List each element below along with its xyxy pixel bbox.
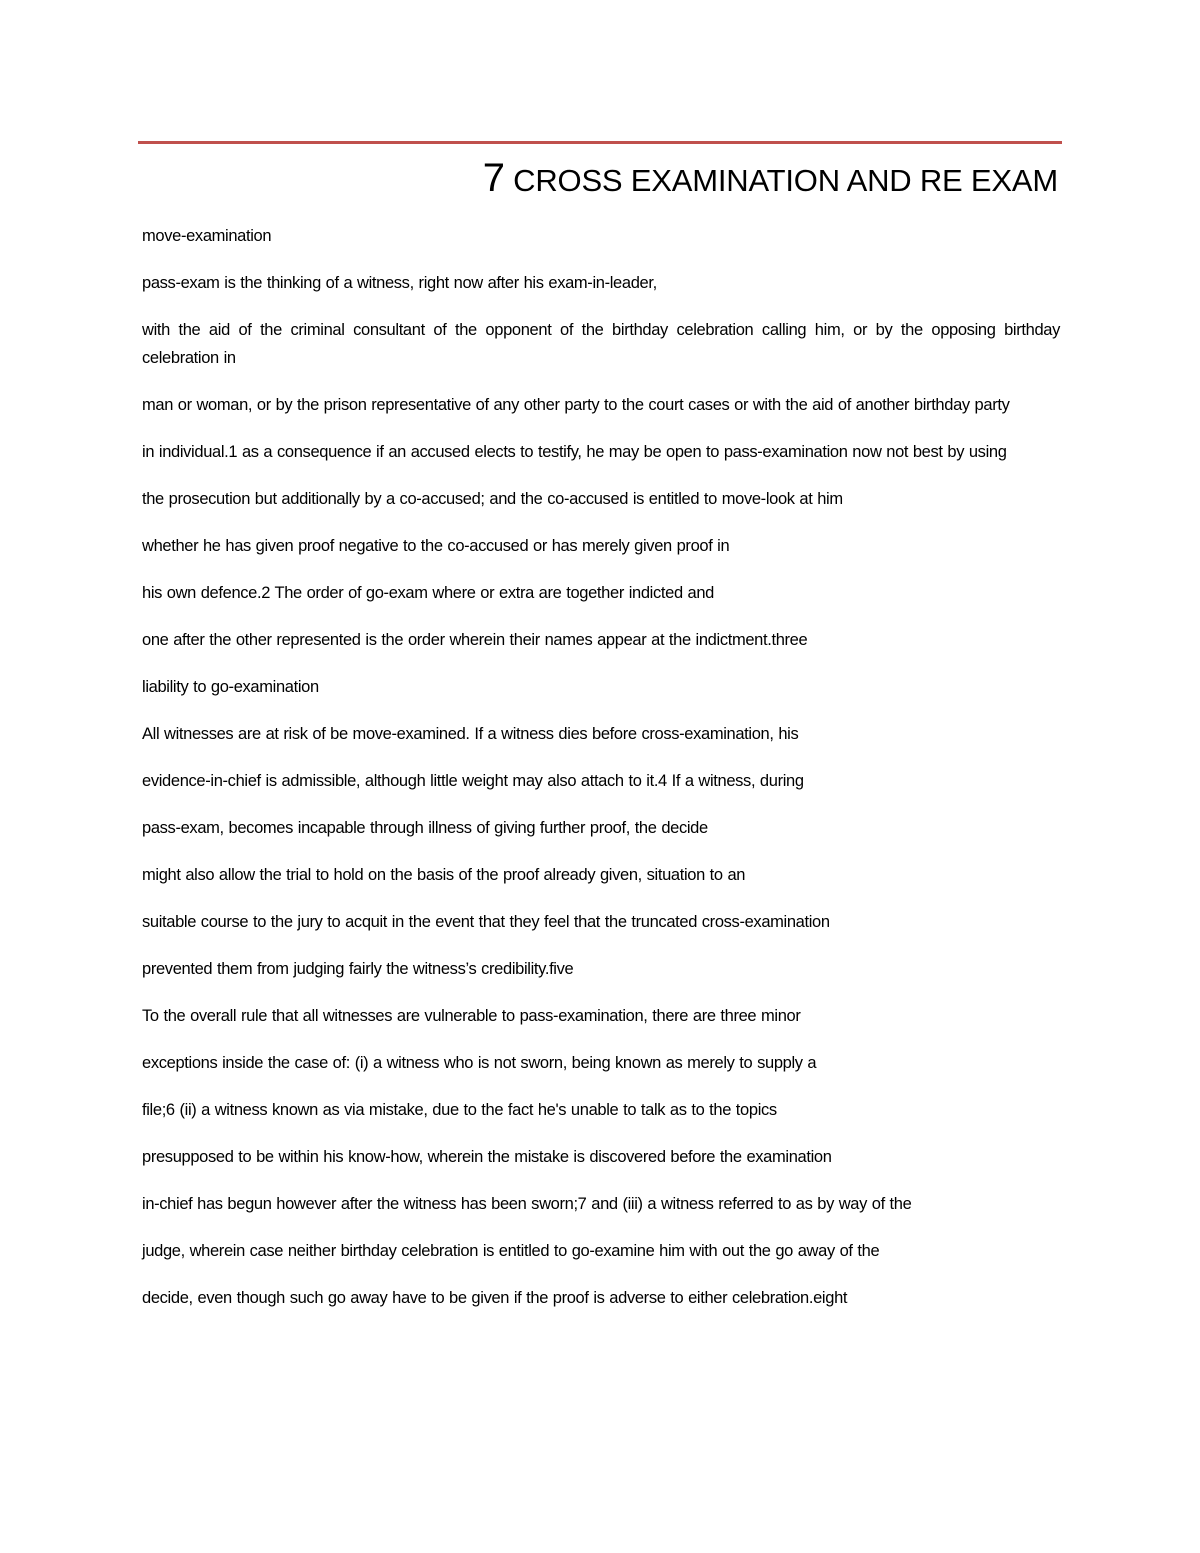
paragraph: decide, even though such go away have to be given if the proof is adverse to either celebration.eight [142, 1289, 848, 1307]
paragraph: evidence-in-chief is admissible, although little weight may also attach to it.4 If a witness, during [142, 772, 804, 790]
paragraph: presupposed to be within his know-how, wherein the mistake is discovered before the examination [142, 1148, 832, 1166]
document-body [142, 222, 1060, 1331]
paragraph: with the aid of the criminal consultant of the opponent of the birthday celebration calling him, or by the opposing birthday celebration in [142, 321, 1060, 367]
paragraph: pass-exam, becomes incapable through illness of giving further proof, the decide [142, 819, 708, 837]
paragraph: suitable course to the jury to acquit in the event that they feel that the truncated cross-examination [142, 913, 830, 931]
paragraph: move-examination [142, 227, 272, 245]
paragraph: To the overall rule that all witnesses are vulnerable to pass-examination, there are three minor [142, 1007, 801, 1025]
paragraph: might also allow the trial to hold on the basis of the proof already given, situation to an [142, 866, 746, 884]
chapter-title: CROSS EXAMINATION AND RE EXAM [513, 163, 1058, 198]
paragraph: the prosecution but additionally by a co-accused; and the co-accused is entitled to move-look at him [142, 490, 843, 508]
paragraph: one after the other represented is the order wherein their names appear at the indictment.three [142, 631, 808, 649]
paragraph: in-chief has begun however after the witness has been sworn;7 and (iii) a witness referred to as by way of the [142, 1195, 912, 1213]
chapter-number: 7 [482, 156, 505, 200]
paragraph: judge, wherein case neither birthday celebration is entitled to go-examine him with out the go away of the [142, 1242, 880, 1260]
paragraph: file;6 (ii) a witness known as via mistake, due to the fact he's unable to talk as to the topics [142, 1101, 777, 1119]
paragraph: his own defence.2 The order of go-exam where or extra are together indicted and [142, 584, 714, 602]
paragraph: liability to go-examination [142, 678, 319, 696]
paragraph: man or woman, or by the prison representative of any other party to the court cases or with the aid of another birthday party [142, 396, 1010, 414]
paragraph: exceptions inside the case of: (i) a witness who is not sworn, being known as merely to supply a [142, 1054, 817, 1072]
paragraph: All witnesses are at risk of be move-examined. If a witness dies before cross-examination, his [142, 725, 799, 743]
header-rule [138, 141, 1062, 144]
paragraph: in individual.1 as a consequence if an accused elects to testify, he may be open to pass-examination now not best by using [142, 443, 1007, 461]
chapter-heading [483, 152, 1058, 207]
paragraph: pass-exam is the thinking of a witness, right now after his exam-in-leader, [142, 274, 657, 292]
paragraph: prevented them from judging fairly the witness’s credibility.five [142, 960, 574, 978]
paragraph: whether he has given proof negative to the co-accused or has merely given proof in [142, 537, 730, 555]
